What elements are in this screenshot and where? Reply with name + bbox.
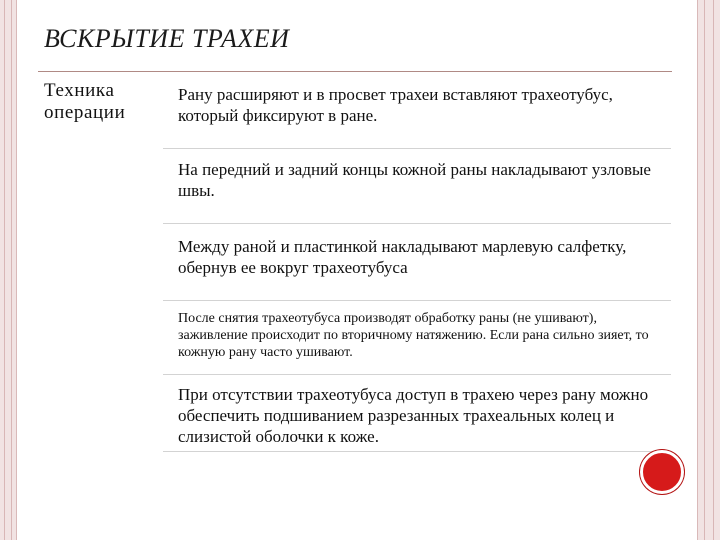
step-divider	[163, 223, 671, 224]
technique-step-1: Рану расширяют и в просвет трахеи вставляют трахеотубус, который фиксируют в ране.	[178, 85, 613, 125]
left-frame-border	[0, 0, 17, 540]
technique-step-3: Между раной и пластинкой накладывают марлевую салфетку, обернув ее вокруг трахеотубуса	[178, 237, 627, 277]
slide-title: ВСКРЫТИЕ ТРАХЕИ	[44, 24, 290, 53]
step-divider	[163, 148, 671, 149]
right-frame-border	[697, 0, 720, 540]
section-label: Техника операции	[44, 80, 126, 123]
decorative-red-circle	[640, 450, 684, 494]
technique-step-4: После снятия трахеотубуса производят обработку раны (не ушивают), заживление происходит по вторичному натяжению. Если рана сильно зияет, то кожную рану часто ушивают.	[178, 311, 649, 360]
technique-step-2: На передний и задний концы кожной раны накладывают узловые швы.	[178, 160, 651, 200]
step-divider	[163, 451, 671, 452]
technique-step-5: При отсутствии трахеотубуса доступ в трахею через рану можно обеспечить подшиванием разрезанных трахеальных колец и слизистой оболочки к коже.	[178, 385, 649, 446]
step-divider	[163, 374, 671, 375]
step-divider	[163, 300, 671, 301]
title-divider	[38, 71, 672, 72]
